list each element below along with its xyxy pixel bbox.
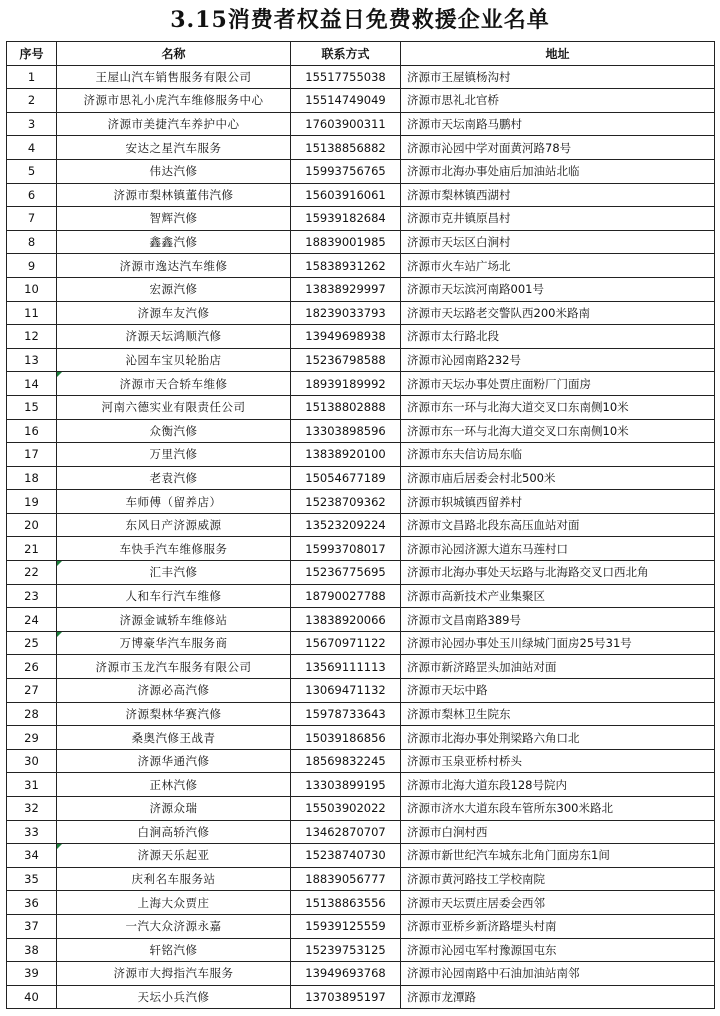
cell-no: 3 bbox=[7, 112, 57, 136]
table-row bbox=[7, 372, 715, 396]
cell-address: 济源市沁园办事处玉川绿城门面房25号31号 bbox=[401, 631, 715, 655]
cell-name: 上海大众贾庄 bbox=[57, 891, 291, 915]
cell-phone: 13303898596 bbox=[291, 419, 401, 443]
cell-phone: 15978733643 bbox=[291, 702, 401, 726]
cell-no: 40 bbox=[7, 985, 57, 1009]
cell-name: 济源市思礼小虎汽车维修服务中心 bbox=[57, 89, 291, 113]
cell-phone: 15239753125 bbox=[291, 938, 401, 962]
cell-phone: 15603916061 bbox=[291, 183, 401, 207]
cell-phone: 15514749049 bbox=[291, 89, 401, 113]
cell-name: 万博豪华汽车服务商 bbox=[57, 631, 291, 655]
cell-phone: 15138802888 bbox=[291, 395, 401, 419]
cell-address: 济源市天坛贾庄居委会西邻 bbox=[401, 891, 715, 915]
cell-name: 众衡汽修 bbox=[57, 419, 291, 443]
header-phone: 联系方式 bbox=[291, 42, 401, 66]
table-row bbox=[7, 891, 715, 915]
table-row bbox=[7, 561, 715, 585]
cell-name: 汇丰汽修 bbox=[57, 561, 291, 585]
cell-name: 济源市天合轿车维修 bbox=[57, 372, 291, 396]
table-row bbox=[7, 254, 715, 278]
table-row bbox=[7, 631, 715, 655]
cell-address: 济源市轵城镇西留养村 bbox=[401, 490, 715, 514]
cell-address: 济源市梨林镇西湖村 bbox=[401, 183, 715, 207]
table-row bbox=[7, 301, 715, 325]
table-row bbox=[7, 702, 715, 726]
cell-name: 济源车友汽修 bbox=[57, 301, 291, 325]
cell-name: 沁园车宝贝轮胎店 bbox=[57, 348, 291, 372]
cell-phone: 13303899195 bbox=[291, 773, 401, 797]
cell-phone: 18839056777 bbox=[291, 867, 401, 891]
cell-address: 济源市太行路北段 bbox=[401, 325, 715, 349]
cell-no: 27 bbox=[7, 679, 57, 703]
cell-phone: 18239033793 bbox=[291, 301, 401, 325]
cell-address: 济源市沁园南路232号 bbox=[401, 348, 715, 372]
cell-name: 车快手汽车维修服务 bbox=[57, 537, 291, 561]
cell-name: 济源华通汽修 bbox=[57, 749, 291, 773]
table-row bbox=[7, 608, 715, 632]
cell-address: 济源市天坛滨河南路001号 bbox=[401, 277, 715, 301]
cell-name: 王屋山汽车销售服务有限公司 bbox=[57, 65, 291, 89]
cell-name: 桑奥汽修王战青 bbox=[57, 726, 291, 750]
table-row bbox=[7, 844, 715, 868]
cell-name: 济源天乐起亚 bbox=[57, 844, 291, 868]
cell-address: 济源市天坛办事处贾庄面粉厂门面房 bbox=[401, 372, 715, 396]
cell-no: 18 bbox=[7, 466, 57, 490]
table-row bbox=[7, 537, 715, 561]
cell-address: 济源市沁园南路中石油加油站南邻 bbox=[401, 962, 715, 986]
cell-name: 东风日产济源威源 bbox=[57, 513, 291, 537]
cell-phone: 13949693768 bbox=[291, 962, 401, 986]
cell-phone: 15993756765 bbox=[291, 159, 401, 183]
cell-name: 济源梨林华赛汽修 bbox=[57, 702, 291, 726]
table-row bbox=[7, 938, 715, 962]
cell-no: 23 bbox=[7, 584, 57, 608]
cell-address: 济源市白涧村西 bbox=[401, 820, 715, 844]
cell-name: 车师傅（留养店） bbox=[57, 490, 291, 514]
cell-phone: 15939182684 bbox=[291, 207, 401, 231]
cell-phone: 13703895197 bbox=[291, 985, 401, 1009]
table-row bbox=[7, 230, 715, 254]
cell-name: 智辉汽修 bbox=[57, 207, 291, 231]
cell-address: 济源市思礼北官桥 bbox=[401, 89, 715, 113]
page-title: 3.15消费者权益日免费救援企业名单 bbox=[170, 7, 550, 33]
cell-address: 济源市新世纪汽车城东北角门面房东1间 bbox=[401, 844, 715, 868]
table-row bbox=[7, 679, 715, 703]
cell-address: 济源市天坛中路 bbox=[401, 679, 715, 703]
cell-no: 37 bbox=[7, 914, 57, 938]
cell-name: 正林汽修 bbox=[57, 773, 291, 797]
table-row bbox=[7, 443, 715, 467]
table-row bbox=[7, 867, 715, 891]
cell-no: 39 bbox=[7, 962, 57, 986]
table-row bbox=[7, 820, 715, 844]
cell-no: 28 bbox=[7, 702, 57, 726]
cell-phone: 18790027788 bbox=[291, 584, 401, 608]
cell-name: 鑫鑫汽修 bbox=[57, 230, 291, 254]
cell-address: 济源市亚桥乡新济路堽头村南 bbox=[401, 914, 715, 938]
cell-no: 17 bbox=[7, 443, 57, 467]
cell-name: 济源众瑞 bbox=[57, 797, 291, 821]
cell-no: 34 bbox=[7, 844, 57, 868]
cell-no: 30 bbox=[7, 749, 57, 773]
cell-no: 6 bbox=[7, 183, 57, 207]
cell-name: 安达之星汽车服务 bbox=[57, 136, 291, 160]
cell-phone: 18839001985 bbox=[291, 230, 401, 254]
cell-phone: 15838931262 bbox=[291, 254, 401, 278]
cell-address: 济源市天坛区白涧村 bbox=[401, 230, 715, 254]
cell-phone: 15670971122 bbox=[291, 631, 401, 655]
cell-no: 1 bbox=[7, 65, 57, 89]
cell-no: 12 bbox=[7, 325, 57, 349]
table-row bbox=[7, 277, 715, 301]
cell-phone: 15236798588 bbox=[291, 348, 401, 372]
cell-address: 济源市玉泉亚桥村桥头 bbox=[401, 749, 715, 773]
cell-phone: 13949698938 bbox=[291, 325, 401, 349]
table-row bbox=[7, 490, 715, 514]
cell-address: 济源市高新技术产业集聚区 bbox=[401, 584, 715, 608]
cell-no: 9 bbox=[7, 254, 57, 278]
cell-no: 8 bbox=[7, 230, 57, 254]
cell-name: 济源市梨林镇董伟汽修 bbox=[57, 183, 291, 207]
cell-no: 26 bbox=[7, 655, 57, 679]
cell-name: 天坛小兵汽修 bbox=[57, 985, 291, 1009]
table-row bbox=[7, 513, 715, 537]
cell-phone: 15236775695 bbox=[291, 561, 401, 585]
cell-no: 36 bbox=[7, 891, 57, 915]
table-row bbox=[7, 325, 715, 349]
cell-phone: 17603900311 bbox=[291, 112, 401, 136]
table-row bbox=[7, 655, 715, 679]
cell-phone: 15993708017 bbox=[291, 537, 401, 561]
cell-phone: 13523209224 bbox=[291, 513, 401, 537]
cell-address: 济源市沁园中学对面黄河路78号 bbox=[401, 136, 715, 160]
table-row bbox=[7, 419, 715, 443]
cell-address: 济源市沁园屯军村豫源国屯东 bbox=[401, 938, 715, 962]
cell-address: 济源市黄河路技工学校南院 bbox=[401, 867, 715, 891]
cell-name: 宏源汽修 bbox=[57, 277, 291, 301]
cell-address: 济源市龙潭路 bbox=[401, 985, 715, 1009]
cell-name: 济源市玉龙汽车服务有限公司 bbox=[57, 655, 291, 679]
cell-no: 31 bbox=[7, 773, 57, 797]
cell-phone: 13838920066 bbox=[291, 608, 401, 632]
cell-phone: 15054677189 bbox=[291, 466, 401, 490]
cell-address: 济源市东夫信访局东临 bbox=[401, 443, 715, 467]
cell-address: 济源市东一环与北海大道交叉口东南侧10米 bbox=[401, 395, 715, 419]
table-row bbox=[7, 749, 715, 773]
cell-name: 伟达汽修 bbox=[57, 159, 291, 183]
cell-address: 济源市北海办事处庙后加油站北临 bbox=[401, 159, 715, 183]
header-address: 地址 bbox=[401, 42, 715, 66]
cell-phone: 15138856882 bbox=[291, 136, 401, 160]
cell-no: 21 bbox=[7, 537, 57, 561]
table-row bbox=[7, 183, 715, 207]
header-name: 名称 bbox=[57, 42, 291, 66]
cell-no: 38 bbox=[7, 938, 57, 962]
cell-no: 14 bbox=[7, 372, 57, 396]
cell-name: 济源市逸达汽车维修 bbox=[57, 254, 291, 278]
cell-name: 济源金诚轿车维修站 bbox=[57, 608, 291, 632]
cell-name: 济源天坛鸿顺汽修 bbox=[57, 325, 291, 349]
cell-address: 济源市梨林卫生院东 bbox=[401, 702, 715, 726]
cell-name: 庆利名车服务站 bbox=[57, 867, 291, 891]
table-row bbox=[7, 65, 715, 89]
cell-no: 10 bbox=[7, 277, 57, 301]
table-row bbox=[7, 962, 715, 986]
header-no: 序号 bbox=[7, 42, 57, 66]
cell-no: 33 bbox=[7, 820, 57, 844]
table-row bbox=[7, 136, 715, 160]
cell-no: 25 bbox=[7, 631, 57, 655]
table-row bbox=[7, 797, 715, 821]
cell-address: 济源市新济路罡头加油站对面 bbox=[401, 655, 715, 679]
cell-no: 20 bbox=[7, 513, 57, 537]
table-row bbox=[7, 112, 715, 136]
table-body bbox=[7, 65, 715, 1009]
cell-name: 万里汽修 bbox=[57, 443, 291, 467]
cell-name: 济源市大拇指汽车服务 bbox=[57, 962, 291, 986]
table-row bbox=[7, 726, 715, 750]
table-row bbox=[7, 914, 715, 938]
cell-no: 19 bbox=[7, 490, 57, 514]
cell-phone: 13462870707 bbox=[291, 820, 401, 844]
cell-no: 11 bbox=[7, 301, 57, 325]
cell-name: 河南六德实业有限责任公司 bbox=[57, 395, 291, 419]
cell-address: 济源市庙后居委会村北500米 bbox=[401, 466, 715, 490]
cell-address: 济源市东一环与北海大道交叉口东南侧10米 bbox=[401, 419, 715, 443]
cell-address: 济源市克井镇原昌村 bbox=[401, 207, 715, 231]
cell-phone: 15238740730 bbox=[291, 844, 401, 868]
cell-phone: 13838920100 bbox=[291, 443, 401, 467]
table-header-row bbox=[7, 42, 715, 66]
cell-name: 济源必高汽修 bbox=[57, 679, 291, 703]
cell-phone: 15503902022 bbox=[291, 797, 401, 821]
cell-phone: 15238709362 bbox=[291, 490, 401, 514]
cell-phone: 15039186856 bbox=[291, 726, 401, 750]
cell-address: 济源市北海大道东段128号院内 bbox=[401, 773, 715, 797]
cell-no: 4 bbox=[7, 136, 57, 160]
cell-name: 济源市美捷汽车养护中心 bbox=[57, 112, 291, 136]
cell-no: 15 bbox=[7, 395, 57, 419]
cell-name: 人和车行汽车维修 bbox=[57, 584, 291, 608]
cell-no: 5 bbox=[7, 159, 57, 183]
table-row bbox=[7, 207, 715, 231]
enterprise-table bbox=[6, 41, 715, 1009]
cell-address: 济源市火车站广场北 bbox=[401, 254, 715, 278]
cell-name: 一汽大众济源永嘉 bbox=[57, 914, 291, 938]
cell-name: 白涧高轿汽修 bbox=[57, 820, 291, 844]
cell-address: 济源市天坛南路马鹏村 bbox=[401, 112, 715, 136]
cell-address: 济源市北海办事处荆梁路六角口北 bbox=[401, 726, 715, 750]
table-row bbox=[7, 348, 715, 372]
table-row bbox=[7, 584, 715, 608]
cell-no: 7 bbox=[7, 207, 57, 231]
cell-phone: 13569111113 bbox=[291, 655, 401, 679]
cell-phone: 15939125559 bbox=[291, 914, 401, 938]
cell-address: 济源市沁园济源大道东马莲村口 bbox=[401, 537, 715, 561]
cell-no: 16 bbox=[7, 419, 57, 443]
table-row bbox=[7, 89, 715, 113]
table-row bbox=[7, 395, 715, 419]
cell-address: 济源市天坛路老交警队西200米路南 bbox=[401, 301, 715, 325]
cell-no: 24 bbox=[7, 608, 57, 632]
cell-no: 35 bbox=[7, 867, 57, 891]
cell-phone: 13838929997 bbox=[291, 277, 401, 301]
cell-address: 济源市文昌南路389号 bbox=[401, 608, 715, 632]
cell-address: 济源市王屋镇杨沟村 bbox=[401, 65, 715, 89]
cell-phone: 18569832245 bbox=[291, 749, 401, 773]
cell-no: 29 bbox=[7, 726, 57, 750]
table-row bbox=[7, 985, 715, 1009]
cell-name: 轩铭汽修 bbox=[57, 938, 291, 962]
table-row bbox=[7, 159, 715, 183]
table-row bbox=[7, 773, 715, 797]
cell-phone: 15138863556 bbox=[291, 891, 401, 915]
cell-no: 22 bbox=[7, 561, 57, 585]
cell-phone: 15517755038 bbox=[291, 65, 401, 89]
cell-address: 济源市北海办事处天坛路与北海路交叉口西北角 bbox=[401, 561, 715, 585]
table-row bbox=[7, 466, 715, 490]
cell-phone: 13069471132 bbox=[291, 679, 401, 703]
cell-no: 13 bbox=[7, 348, 57, 372]
cell-address: 济源市济水大道东段车管所东300米路北 bbox=[401, 797, 715, 821]
cell-no: 32 bbox=[7, 797, 57, 821]
cell-phone: 18939189992 bbox=[291, 372, 401, 396]
cell-no: 2 bbox=[7, 89, 57, 113]
cell-name: 老袁汽修 bbox=[57, 466, 291, 490]
cell-address: 济源市文昌路北段东高压血站对面 bbox=[401, 513, 715, 537]
